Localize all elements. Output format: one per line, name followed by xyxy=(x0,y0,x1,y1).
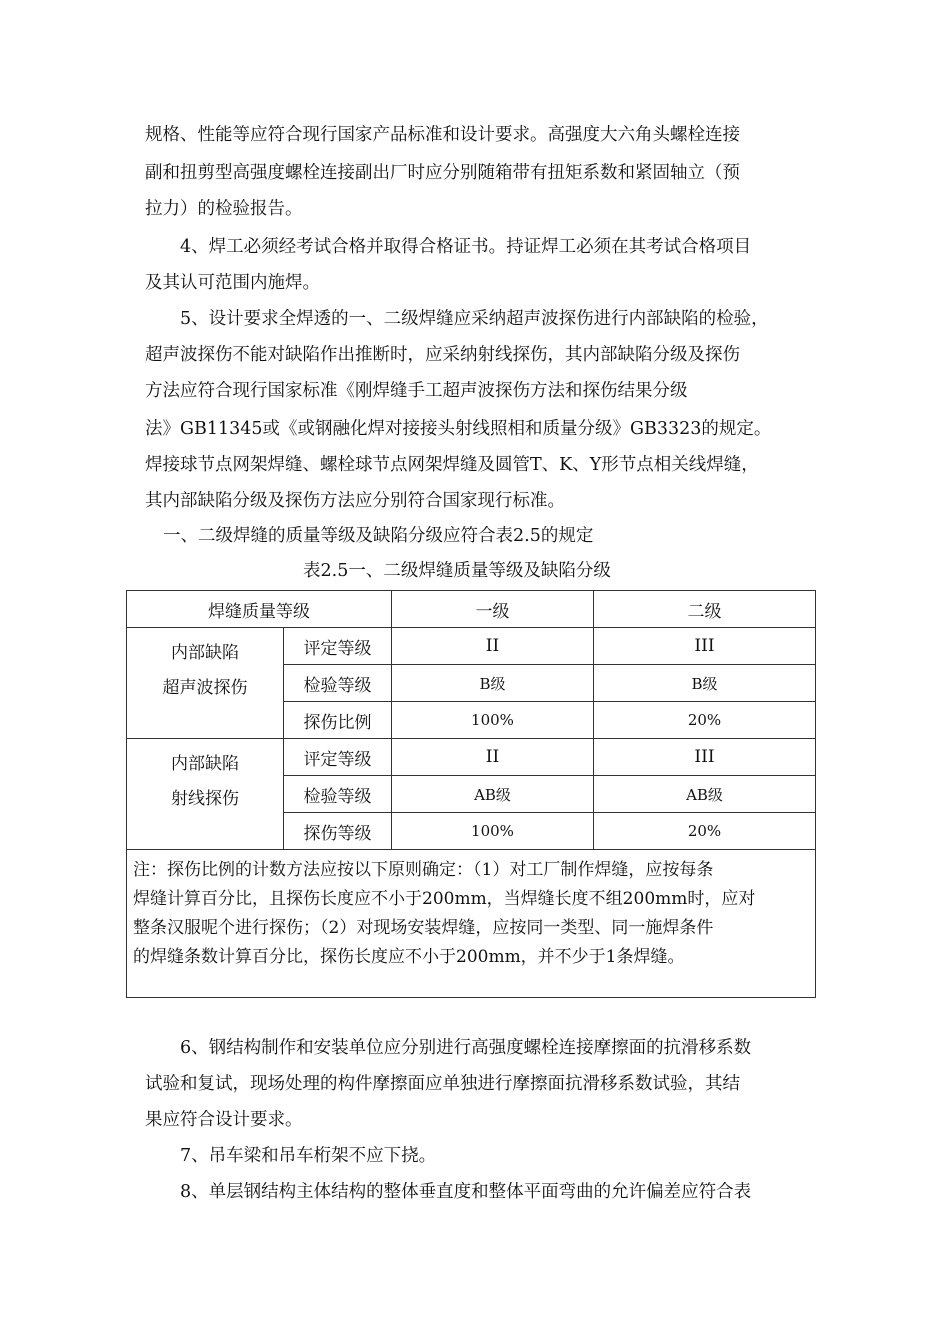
text-line: 试验和复试，现场处理的构件摩擦面应单独进行摩擦面抗滑移系数试验，其结 xyxy=(145,1074,740,1094)
text-line: 超声波探伤不能对缺陷作出推断时，应采纳射线探伤，其内部缺陷分级及探伤 xyxy=(145,345,740,365)
row-item: 检验等级 xyxy=(284,665,392,702)
row-item: 探伤比例 xyxy=(284,702,392,739)
cell-level-1: AB级 xyxy=(392,776,594,813)
note-line: 的焊缝条数计算百分比，探伤长度应不小于200mm，并不少于1条焊缝。 xyxy=(133,947,685,967)
cell-level-2: 20% xyxy=(594,702,816,739)
note-line: 注：探伤比例的计数方法应按以下原则确定：（1）对工厂制作焊缝，应按每条 xyxy=(133,860,714,880)
row-item: 评定等级 xyxy=(284,628,392,665)
cell-level-2: AB级 xyxy=(594,776,816,813)
group-name-line: 内部缺陷 xyxy=(171,643,239,663)
table-caption: 表2.5一、二级焊缝质量等级及缺陷分级 xyxy=(303,561,611,581)
group-name-line: 射线探伤 xyxy=(171,789,239,809)
cell-level-2: 20% xyxy=(594,813,816,850)
text-line: 4、焊工必须经考试合格并取得合格证书。持证焊工必须在其考试合格项目 xyxy=(180,237,752,257)
text-line: 果应符合设计要求。 xyxy=(145,1110,303,1130)
table-row xyxy=(127,739,816,776)
cell-level-1: B级 xyxy=(392,665,594,702)
row-item: 探伤等级 xyxy=(284,813,392,850)
group-name-line: 内部缺陷 xyxy=(171,754,239,774)
text-line: 拉力）的检验报告。 xyxy=(145,199,303,219)
text-line: 方法应符合现行国家标准《刚焊缝手工超声波探伤方法和探伤结果分级 xyxy=(145,381,688,401)
text-line: 副和扭剪型高强度螺栓连接副出厂时应分别随箱带有扭矩系数和紧固轴立（预 xyxy=(145,163,740,183)
row-item: 评定等级 xyxy=(284,739,392,776)
table-note xyxy=(127,850,816,998)
text-line: 焊接球节点网架焊缝、螺栓球节点网架焊缝及圆管T、K、Y形节点相关线焊缝， xyxy=(145,455,759,475)
note-line: 整条汉服呢个进行探伤；（2）对现场安装焊缝，应按同一类型、同一施焊条件 xyxy=(133,918,714,938)
header-level-1: 一级 xyxy=(392,591,594,628)
table-header-row xyxy=(127,591,816,628)
text-line: 其内部缺陷分级及探伤方法应分别符合国家现行标准。 xyxy=(145,491,565,511)
text-line: 法》GB11345或《或钢融化焊对接接头射线照相和质量分级》GB3323的规定。 xyxy=(145,419,772,439)
header-quality-grade: 焊缝质量等级 xyxy=(127,591,392,628)
group-radiographic xyxy=(127,739,284,850)
text-line: 6、钢结构制作和安装单位应分别进行高强度螺栓连接摩擦面的抗滑移系数 xyxy=(180,1038,752,1058)
header-level-2: 二级 xyxy=(594,591,816,628)
cell-level-2: III xyxy=(594,739,816,776)
cell-level-2: B级 xyxy=(594,665,816,702)
cell-level-1: II xyxy=(392,628,594,665)
weld-quality-table xyxy=(126,590,816,998)
text-line: 一、二级焊缝的质量等级及缺陷分级应符合表2.5的规定 xyxy=(163,526,594,546)
text-line: 8、单层钢结构主体结构的整体垂直度和整体平面弯曲的允许偏差应符合表 xyxy=(180,1182,752,1202)
text-line: 7、吊车梁和吊车桁架不应下挠。 xyxy=(180,1146,437,1166)
cell-level-1: 100% xyxy=(392,702,594,739)
cell-level-2: III xyxy=(594,628,816,665)
table-note-row xyxy=(127,850,816,998)
cell-level-1: II xyxy=(392,739,594,776)
group-name-line: 超声波探伤 xyxy=(162,678,248,698)
table-row xyxy=(127,628,816,665)
text-line: 5、设计要求全焊透的一、二级焊缝应采纳超声波探伤进行内部缺陷的检验， xyxy=(180,309,769,329)
text-line: 规格、性能等应符合现行国家产品标准和设计要求。高强度大六角头螺栓连接 xyxy=(145,125,740,145)
group-ultrasonic xyxy=(127,628,284,739)
cell-level-1: 100% xyxy=(392,813,594,850)
row-item: 检验等级 xyxy=(284,776,392,813)
note-line: 焊缝计算百分比，且探伤长度应不小于200mm，当焊缝长度不组200mm时，应对 xyxy=(133,889,756,909)
text-line: 及其认可范围内施焊。 xyxy=(145,273,320,293)
